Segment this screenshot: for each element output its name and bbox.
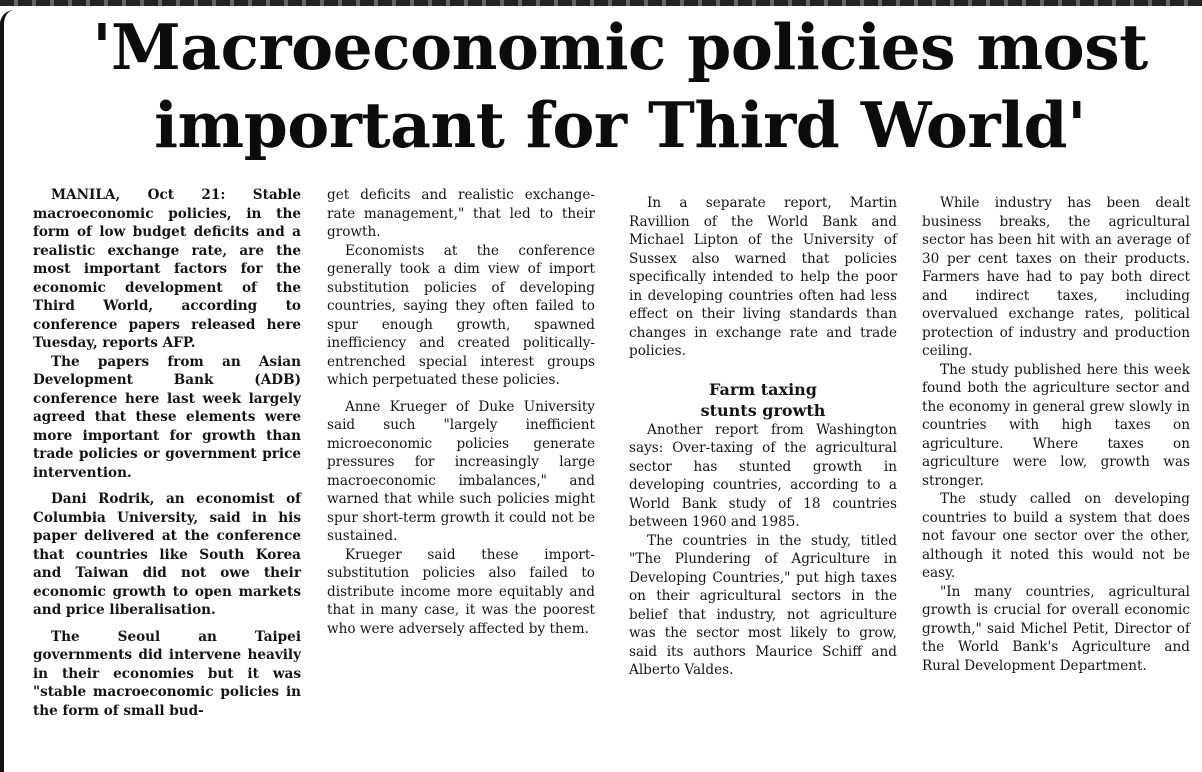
paragraph: The Seoul an Taipei governments did intervene heavily in their economies but it was "stable macroeconomic policies in the form of small bud- [33,628,301,719]
headline-line-1: 'Macroeconomic policies most [92,10,1148,84]
paragraph: "In many countries, agricultural growth is crucial for overall economic growth," said Michel Petit, Director of the World Bank's Agriculture and Rural Development Department. [922,583,1190,674]
paragraph: Another report from Washington says: Over-taxing of the agricultural sector has stunted growth in developing countries, according to a World Bank study of 18 countries between 1960 and 1985. [629,421,897,530]
column-1 [33,186,301,720]
top-rule [0,0,1202,6]
column-2 [327,186,595,638]
paragraph: In a separate report, Martin Ravillion of the World Bank and Michael Lipton of the University of Sussex also warned that policies specifically intended to help the poor in developing countries often had less effect on their living standards than changes in exchange rate and trade policies. [629,195,897,359]
paragraph: Dani Rodrik, an economist of Columbia University, said in his paper delivered at the conference that countries like South Korea and Taiwan did not owe their economic growth to open markets and price liberalisation. [33,491,301,618]
paragraph: get deficits and realistic exchange-rate management," that led to their growth. [327,187,595,240]
subheadline [629,379,897,421]
paragraph: Anne Krueger of Duke University said such "largely inefficient microeconomic policies generate pressures for increasingly large macroeconomic imbalances," and warned that while such policies might spur short-term growth it could not be sustained. [327,398,595,544]
paragraph: The countries in the study, titled "The Plundering of Agriculture in Developing Countries," put high taxes on their agricultural sectors in the belief that industry, not agriculture was the sector most likely to grow, said its authors Maurice Schiff and Alberto Valdes. [629,532,897,678]
paragraph: Krueger said these import-substitution policies also failed to distribute income more equitably and that in many case, it was the poorest who were adversely affected by them. [327,546,595,637]
paragraph: The study called on developing countries to build a system that does not favour one sector over the other, although it noted this would not be easy. [922,491,1190,581]
subheadline-line-2: stunts growth [700,400,826,420]
paragraph: The study published here this week found both the agriculture sector and the economy in general grew slowly in countries with high taxes on agriculture. Where taxes on agriculture were low, growth was stronger. [922,361,1190,489]
paragraph: The papers from an Asian Development Bank (ADB) conference here last week largely agreed that these elements were more important for growth than trade policies or government price intervention. [33,353,301,481]
headline-line-2: important for Third World' [154,88,1086,162]
subheadline-line-1: Farm taxing [709,379,817,399]
paragraph: MANILA, Oct 21: Stable macroeconomic policies, in the form of low budget deficits and a realistic exchange rate, are the most important factors for the economic development of the Third World, according to conference papers released here Tuesday, reports AFP. [33,187,301,351]
column-3 [629,186,897,680]
left-page-edge [0,10,16,772]
paragraph: Economists at the conference generally took a dim view of import substitution policies of developing countries, saying they often failed to spur enough growth, spawned inefficiency and created politically-entrenched special interest groups which perpetuated these policies. [327,242,595,388]
paragraph: While industry has been dealt business breaks, the agricultural sector has been hit with an average of 30 per cent taxes on their products. Farmers have had to pay both direct and indirect taxes, including overvalued exchange rates, political protection of industry and production ceiling. [922,195,1190,359]
article-headline [50,8,1190,164]
column-4 [922,186,1190,675]
